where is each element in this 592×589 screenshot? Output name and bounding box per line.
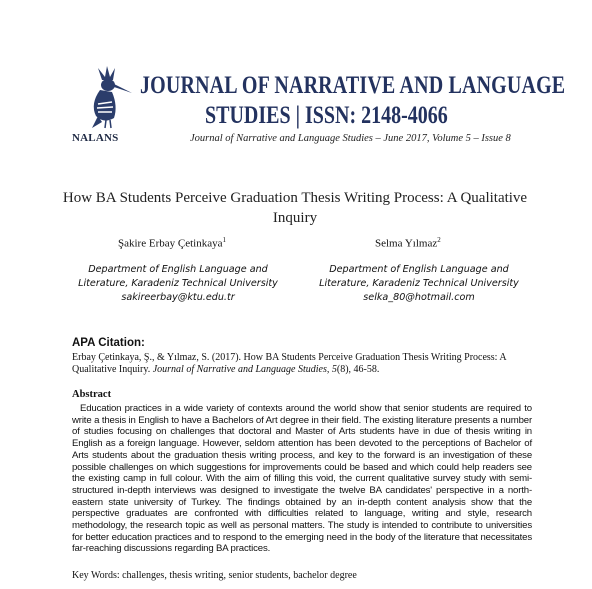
- apa-citation-text: [72, 352, 532, 376]
- author-1-footnote-mark: 1: [222, 236, 226, 244]
- author-2-footnote-mark: 2: [437, 236, 441, 244]
- abstract-paragraph: Education practices in a wide variety of contexts around the world show that senior students are required to write a thesis in English to have a Bachelors of Art degree in their field. The existing literature presents a number of studies focusing on challenges that doctoral and Master of Arts students have in due of thesis writing in English as a foreign language. However, seldom attention has been devoted to the perceptions of Bachelor of Arts students about the graduation thesis writing process, and key to the forward is an investigation of these possible challenges on which suggestions for improvements could be based and which could help readers see the existing camp in full colour. With the aim of filling this void, the current qualitative survey study with semi-structured in-depth interviews was designed to investigate the twelve BA candidates' perspective in a north-eastern state university of Turkey. The findings obtained by an in-depth content analysis show that the perspective graduates are confronted with difficulties related to language, writing and style, research methodology, the research topic as well as personal matters. The study is intended to contribute to universities for better education practices and to respond to the emerging need in the body of the literature that necessitates far-reaching discussions regarding BA practices.: [72, 403, 532, 555]
- apa-citation-main: Erbay Çetinkaya, Ş., & Yılmaz, S. (2017). How BA Students Perceive Graduation Thesis Writing Process: A Qualitative Inquiry.: [72, 352, 507, 375]
- author-2-name-text: Selma Yılmaz: [375, 237, 438, 250]
- abstract-heading: Abstract: [72, 389, 112, 400]
- journal-title-line2: STUDIES | ISSN: 2148-4066: [205, 102, 448, 129]
- keywords-line: Key Words: challenges, thesis writing, senior students, bachelor degree: [72, 570, 357, 581]
- journal-title-line1: JOURNAL OF NARRATIVE AND LANGUAGE: [140, 72, 566, 99]
- author-1-email: sakireerbay@ktu.edu.tr: [121, 292, 235, 303]
- author-2-affil-line1: Department of English Language and: [329, 264, 509, 275]
- author-1-affil-line2: Literature, Karadeniz Technical University: [78, 278, 278, 289]
- author-1-affiliation: [78, 263, 278, 305]
- author-2-affil-line2: Literature, Karadeniz Technical University: [319, 278, 519, 289]
- logo-wordmark: NALANS: [72, 132, 119, 144]
- author-1-name-text: Şakire Erbay Çetinkaya: [118, 237, 223, 250]
- author-2-email: selka_80@hotmail.com: [363, 292, 475, 303]
- article-title: How BA Students Perceive Graduation Thesis Writing Process: A Qualitative Inquiry: [62, 190, 528, 226]
- author-2-affiliation: [319, 263, 519, 305]
- apa-citation-heading: APA Citation:: [72, 337, 145, 349]
- nalans-hoopoe-logo-icon: [88, 66, 138, 130]
- apa-citation-journal: Journal of Narrative and Language Studies, 5: [152, 364, 337, 375]
- abstract-body: [72, 403, 532, 555]
- journal-issue-line: Journal of Narrative and Language Studies – June 2017, Volume 5 – Issue 8: [190, 133, 511, 144]
- author-1-affil-line1: Department of English Language and: [88, 264, 268, 275]
- author-name-2: [375, 236, 441, 250]
- author-name-1: [118, 236, 226, 250]
- apa-citation-pages: (8), 46-58.: [336, 364, 380, 375]
